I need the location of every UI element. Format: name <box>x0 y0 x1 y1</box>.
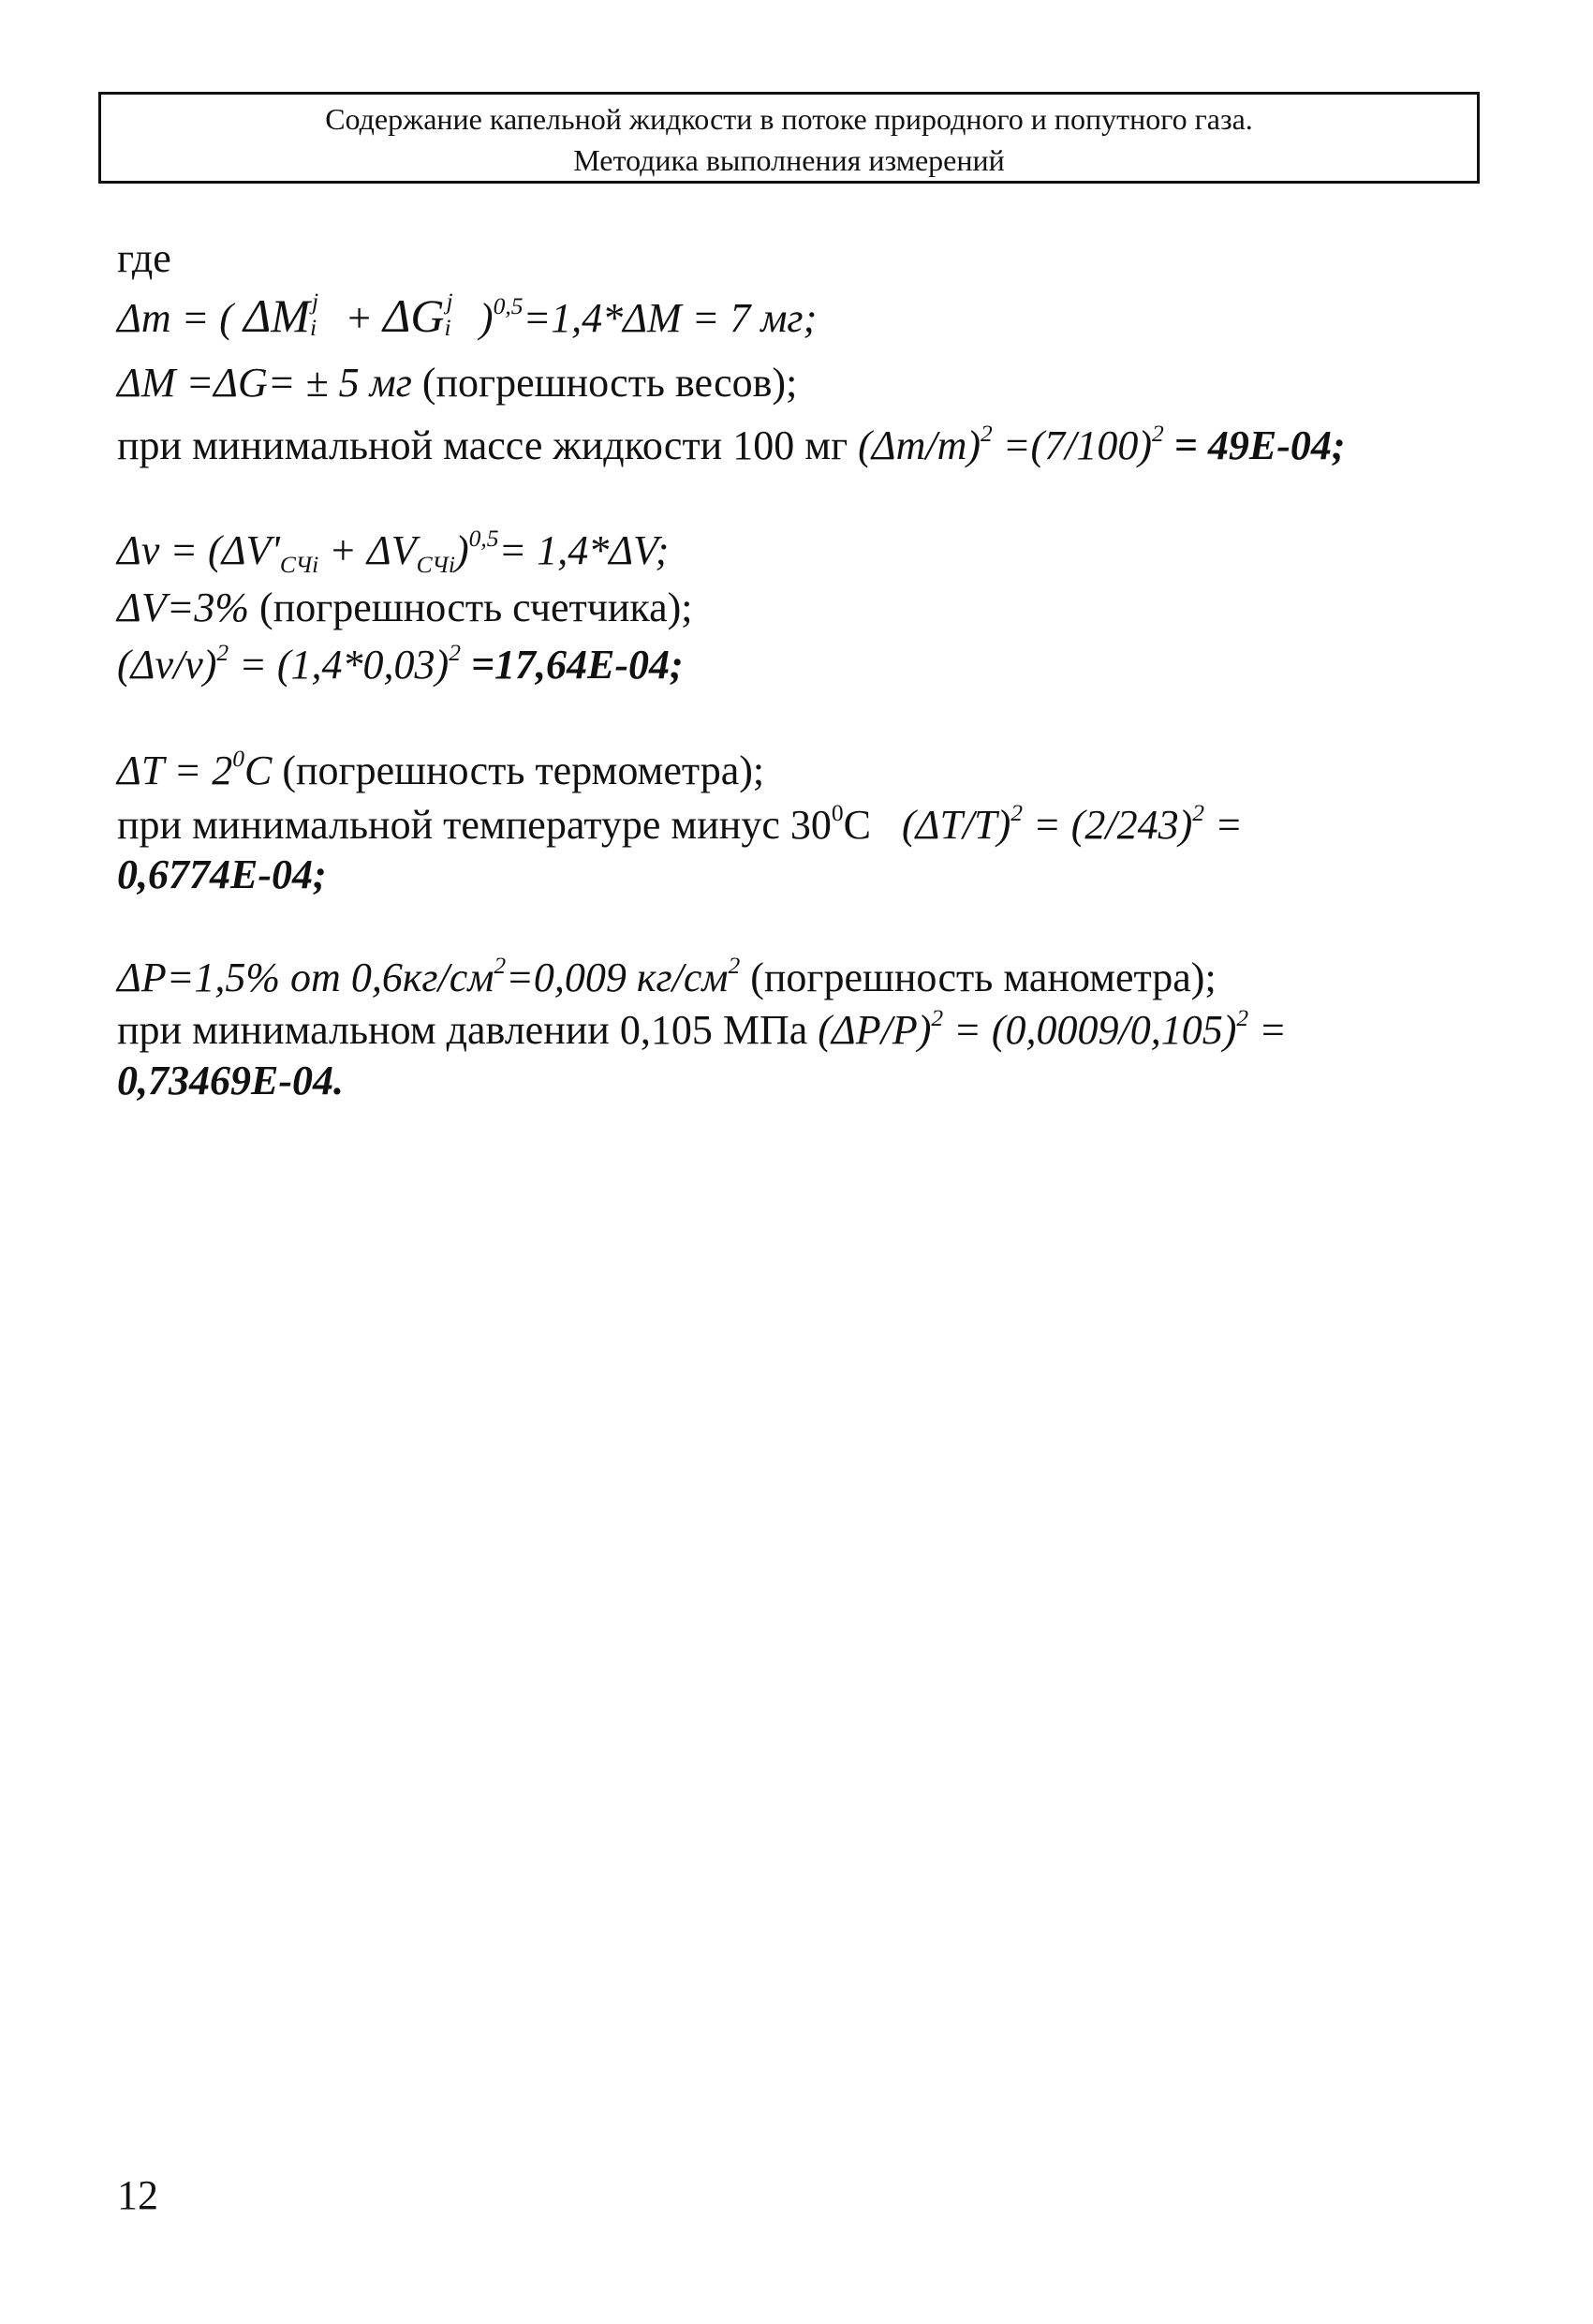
mass-ratio-mid: =(7/100) <box>992 422 1153 468</box>
dm-rhs: =1,4*ΔM = 7 мг; <box>523 295 818 341</box>
min-mass-text: при минимальной массе жидкости 100 мг <box>117 422 859 468</box>
dv-close: ) <box>454 527 469 573</box>
header-title-line2: Методика выполнения измерений <box>573 143 1005 177</box>
dt-unit: C <box>243 748 273 793</box>
document-header <box>98 92 1480 184</box>
thermometer-error-line <box>117 744 765 795</box>
pressure-ratio-exp2: 2 <box>1236 1003 1249 1031</box>
pressure-ratio-result: 0,73469E-04. <box>117 1058 344 1103</box>
dv-power: 0,5 <box>468 524 499 552</box>
dp-exp1: 2 <box>494 951 507 979</box>
dv-sub2: СЧi <box>416 550 455 578</box>
dv-rhs: = 1,4*ΔV; <box>498 527 670 573</box>
meter-error-line <box>117 584 693 632</box>
temp-ratio-eq: = <box>1204 802 1243 848</box>
volume-ratio-exp: 2 <box>216 638 229 666</box>
dm-sub-i: i <box>309 314 317 342</box>
dm-plus: + <box>334 295 384 341</box>
dg-term: ΔG <box>383 289 445 342</box>
volume-ratio-line <box>117 638 684 689</box>
meter-note: (погрешность счетчика); <box>249 585 693 630</box>
dg-sub-i: i <box>444 314 451 342</box>
min-pressure-line <box>117 1003 1287 1055</box>
temp-ratio-exp: 2 <box>1010 798 1024 826</box>
dg-sup-j: j <box>446 287 453 315</box>
dp-expr: ΔP=1,5% от 0,6кг/см <box>117 955 494 1000</box>
dv-sub1: СЧi <box>279 550 319 578</box>
min-mass-line <box>117 419 1346 470</box>
meter-expr: ΔV=3% <box>117 585 250 630</box>
dm-term: ΔM <box>243 289 310 342</box>
volume-ratio-lhs: (Δv/v) <box>117 642 217 688</box>
min-pressure-text: при минимальном давлении 0,105 МПа <box>117 1007 819 1053</box>
dt-expr: ΔT = 2 <box>117 748 233 793</box>
min-temp-unit: С <box>843 802 902 848</box>
min-temperature-line <box>117 798 1243 850</box>
header-title-line1: Содержание капельной жидкости в потоке природного и попутного газа. <box>325 102 1253 136</box>
mass-ratio-lhs: (Δm/m) <box>858 422 981 468</box>
temp-ratio-exp2: 2 <box>1192 798 1205 826</box>
dt-degree: 0 <box>232 744 244 772</box>
volume-error-formula <box>117 524 670 578</box>
volume-ratio-mid: = (1,4*0,03) <box>229 642 450 688</box>
dg-indices <box>444 287 469 342</box>
dp-note: (погрешность манометра); <box>740 955 1217 1000</box>
mass-ratio-result: = 49E-04; <box>1163 422 1346 468</box>
manometer-error-line <box>117 951 1217 1002</box>
dt-note: (погрешность термометра); <box>272 748 765 793</box>
pressure-ratio-lhs: (ΔP/P) <box>818 1007 932 1053</box>
scale-expr: ΔM =ΔG= ± 5 мг <box>117 360 412 406</box>
min-temp-text: при минимальной температуре минус 30 <box>117 802 832 848</box>
temp-ratio-mid: = (2/243) <box>1023 802 1193 848</box>
dv-lhs: Δv = (ΔV' <box>117 527 280 573</box>
where-label: где <box>117 235 171 281</box>
mass-ratio-exp2: 2 <box>1152 419 1164 447</box>
volume-ratio-exp2: 2 <box>449 638 461 666</box>
dm-lhs: Δm = ( <box>117 295 243 341</box>
page-number: 12 <box>117 2172 158 2218</box>
mass-ratio-exp: 2 <box>981 419 993 447</box>
temp-ratio-lhs: (ΔT/T) <box>902 802 1011 848</box>
scale-note: (погрешность весов); <box>411 360 798 406</box>
dm-power: 0,5 <box>493 291 524 319</box>
pressure-ratio-eq: = <box>1248 1007 1287 1053</box>
min-temp-degree: 0 <box>831 798 844 826</box>
pressure-ratio-mid: = (0,0009/0,105) <box>943 1007 1237 1053</box>
dp-exp2: 2 <box>728 951 741 979</box>
dp-mid: =0,009 кг/см <box>506 955 729 1000</box>
dm-indices <box>309 287 334 342</box>
dv-plus: + ΔV <box>318 527 417 573</box>
temp-ratio-result: 0,6774E-04; <box>117 851 327 897</box>
volume-ratio-result: =17,64E-04; <box>460 642 684 688</box>
dm-close: ) <box>468 295 494 341</box>
mass-error-formula <box>117 287 818 343</box>
pressure-ratio-exp: 2 <box>931 1003 944 1031</box>
scale-error-line <box>117 359 797 407</box>
dm-sup-j: j <box>311 287 319 315</box>
